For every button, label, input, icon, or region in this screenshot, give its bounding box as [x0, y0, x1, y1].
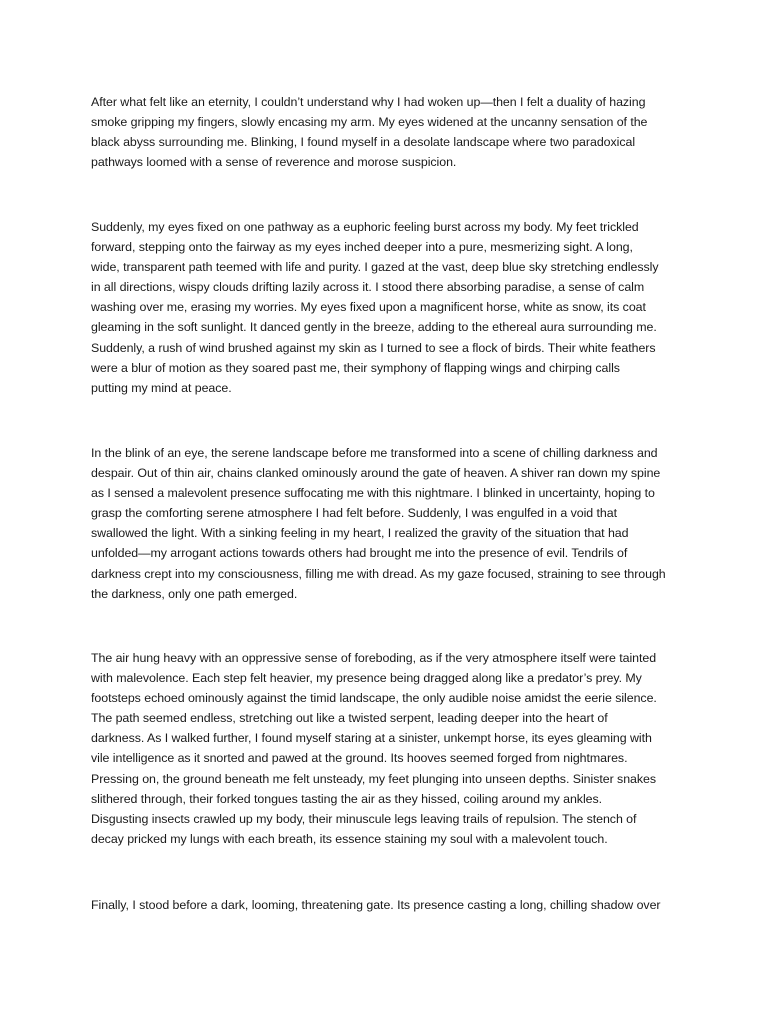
text-line: smoke gripping my fingers, slowly encasing my arm. My eyes widened at the uncanny sensation of the [91, 115, 648, 130]
text-line: pathways loomed with a sense of reverence and morose suspicion. [91, 155, 457, 170]
text-line: In the blink of an eye, the serene landscape before me transformed into a scene of chilling darkness and [91, 446, 658, 460]
text-line: Suddenly, a rush of wind brushed against my skin as I turned to see a flock of birds. Their white feathers [91, 340, 656, 355]
text-line: After what felt like an eternity, I couldn’t understand why I had woken up—then I felt a duality of hazing [91, 95, 646, 109]
text-line: putting my mind at peace. [91, 380, 232, 395]
text-line: darkness. As I walked further, I found myself staring at a sinister, unkempt horse, its eyes gleaming with [91, 731, 652, 746]
text-line: despair. Out of thin air, chains clanked ominously around the gate of heaven. A shiver ran down my spine [91, 466, 661, 481]
text-line: Finally, I stood before a dark, looming, threatening gate. Its presence casting a long, chilling shadow over [91, 898, 661, 912]
text-line: with malevolence. Each step felt heavier, my presence being dragged along like a predator’s prey. My [91, 671, 642, 686]
text-line: swallowed the light. With a sinking feeling in my heart, I realized the gravity of the situation that had [91, 526, 629, 541]
text-line: as I sensed a malevolent presence suffocating me with this nightmare. I blinked in uncertainty, hoping to [91, 486, 655, 501]
paragraph-2 [91, 217, 687, 398]
text-line: forward, stepping onto the fairway as my eyes inched deeper into a pure, mesmerizing sight. A long, [91, 240, 633, 255]
paragraph-1 [91, 92, 687, 172]
text-line: unfolded—my arrogant actions towards others had brought me into the presence of evil. Tendrils of [91, 546, 628, 561]
text-line: Suddenly, my eyes fixed on one pathway as a euphoric feeling burst across my body. My feet trickled [91, 220, 639, 234]
paragraph-3 [91, 443, 687, 604]
text-line: darkness crept into my consciousness, filling me with dread. As my gaze focused, straining to see through [91, 566, 666, 581]
text-line: wide, transparent path teemed with life and purity. I gazed at the vast, deep blue sky stretching endlessly [91, 260, 659, 275]
text-line: were a blur of motion as they soared past me, their symphony of flapping wings and chirping calls [91, 360, 620, 375]
text-line: The path seemed endless, stretching out like a twisted serpent, leading deeper into the heart of [91, 711, 608, 726]
paragraph-5 [91, 895, 687, 915]
text-line: gleaming in the soft sunlight. It danced gently in the breeze, adding to the ethereal aura surrounding me. [91, 320, 657, 335]
text-line: grasp the comforting serene atmosphere I had felt before. Suddenly, I was engulfed in a void that [91, 506, 617, 521]
text-line: in all directions, wispy clouds drifting lazily across it. I stood there absorbing paradise, a sense of calm [91, 280, 645, 295]
paragraph-4 [91, 648, 687, 849]
text-line: vile intelligence as it snorted and pawed at the ground. Its hooves seemed forged from nightmares. [91, 751, 628, 766]
text-line: black abyss surrounding me. Blinking, I found myself in a desolate landscape where two paradoxical [91, 135, 636, 150]
text-line: slithered through, their forked tongues tasting the air as they hissed, coiling around my ankles. [91, 791, 603, 806]
text-line: Pressing on, the ground beneath me felt unsteady, my feet plunging into unseen depths. Sinister snakes [91, 771, 657, 786]
text-line: footsteps echoed ominously against the timid landscape, the only audible noise amidst the eerie silence. [91, 691, 657, 706]
text-line: Disgusting insects crawled up my body, their minuscule legs leaving trails of repulsion. The stench of [91, 811, 637, 826]
text-line: decay pricked my lungs with each breath, its essence staining my soul with a malevolent touch. [91, 831, 608, 846]
text-line: the darkness, only one path emerged. [91, 586, 298, 601]
text-line: The air hung heavy with an oppressive sense of foreboding, as if the very atmosphere itself were tainted [91, 651, 657, 665]
text-line: washing over me, erasing my worries. My eyes fixed upon a magnificent horse, white as snow, its coat [91, 300, 646, 315]
